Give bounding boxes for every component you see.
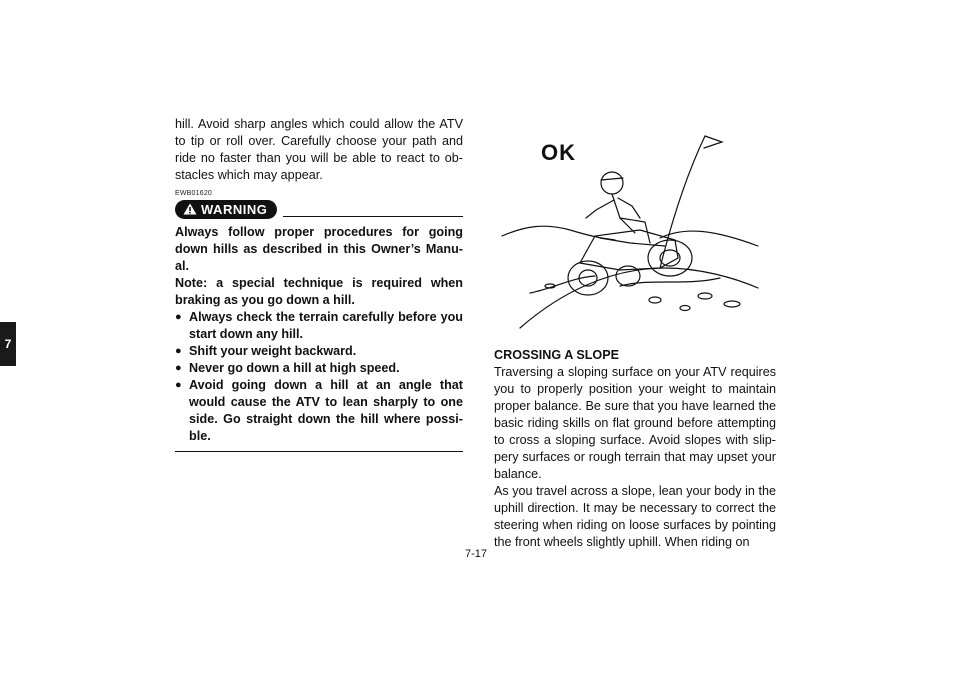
right-column (494, 347, 776, 551)
warning-body (175, 224, 463, 445)
body-paragraph: As you travel across a slope, lean your body in the uphill direction. It may be necessary to correct the steering when riding on loose surfaces by pointing the front wheels slightly uphill. When riding on (494, 484, 776, 549)
bullet-icon: ● (175, 362, 182, 374)
warning-header (175, 199, 463, 219)
atv-downhill-illustration (500, 118, 760, 333)
warning-list (175, 309, 463, 445)
page-number: 7-17 (465, 548, 488, 560)
warning-code: EWB01620 (175, 190, 213, 197)
warning-badge (175, 200, 277, 219)
bullet-icon: ● (175, 345, 182, 357)
ok-label: OK (541, 140, 576, 165)
list-item (175, 343, 463, 360)
section-heading: CROSSING A SLOPE (494, 348, 620, 362)
bullet-icon: ● (175, 379, 182, 391)
list-item-text: Always check the terrain carefully before you start down any hill. (189, 310, 463, 341)
list-item (175, 377, 463, 445)
list-item (175, 309, 463, 343)
warning-note-text: Note: a special technique is required when braking as you go down a hill. (175, 276, 463, 307)
warning-end-rule (175, 451, 463, 452)
warning-triangle-icon (183, 203, 197, 215)
list-item-text: Shift your weight backward. (189, 344, 357, 358)
intro-text: hill. Avoid sharp angles which could allow the ATV to tip or roll over. Carefully choose your path and ride no faster than you will be able to react to ob-stacles which may appear. (175, 117, 463, 182)
list-item (175, 360, 463, 377)
warning-divider (283, 216, 463, 217)
body-paragraph: Traversing a sloping surface on your ATV requires you to properly position your weight to maintain proper balance. Be sure that you have learned the basic riding skills on flat ground before attempting to cross a sloping surface. Avoid slopes with slip-pery surfaces or rough terrain that may upset your balance. (494, 365, 776, 481)
bullet-icon: ● (175, 311, 182, 323)
list-item-text: Never go down a hill at high speed. (189, 361, 400, 375)
warning-main-text: Always follow proper procedures for going down hills as described in this Owner’s Manu-al. (175, 225, 463, 273)
warning-label: WARNING (201, 201, 268, 217)
list-item-text: Avoid going down a hill at an angle that would cause the ATV to lean sharply to one side. Go straight down the hill where possi-ble. (189, 378, 463, 443)
chapter-tab: 7 (0, 322, 16, 366)
left-column (175, 116, 463, 452)
